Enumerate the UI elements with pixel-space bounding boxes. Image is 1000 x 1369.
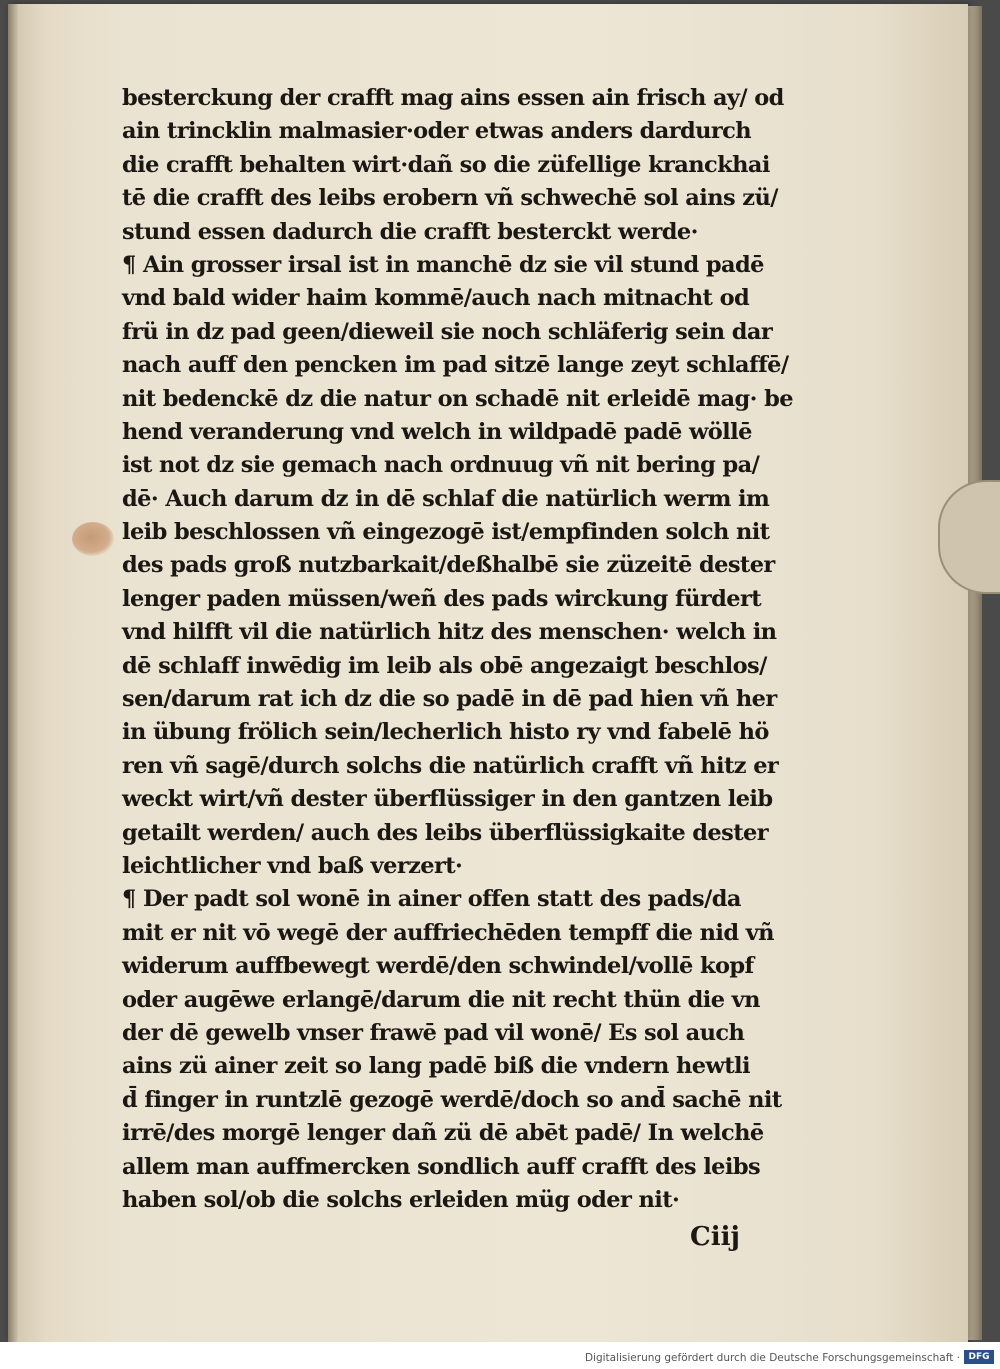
text-line: allem man auffmercken sondlich auff crafft des leibs	[122, 1153, 761, 1180]
dfg-logo: DFG	[964, 1350, 994, 1364]
text-line: in übung frölich sein/lecherlich histo ry vnd fabelē hö	[122, 719, 769, 746]
text-line: oder augēwe erlangē/darum die nit recht thün die vn	[122, 986, 760, 1013]
text-line: ains zü ainer zeit so lang padē biß die vndern hewtli	[122, 1053, 750, 1080]
text-line: tē die crafft des leibs erobern vñ schwechē sol ains zü/	[122, 185, 778, 212]
text-line: widerum auffbewegt werdē/den schwindel/vollē kopf	[122, 953, 754, 980]
footer-credit: Digitalisierung gefördert durch die Deutsche Forschungsgemeinschaft ·	[584, 1352, 960, 1364]
text-line: getailt werden/ auch des leibs überflüssigkaite dester	[122, 819, 768, 846]
page-gutter	[8, 4, 18, 1342]
page-text	[122, 82, 822, 1217]
text-line: frü in dz pad geen/dieweil sie noch schläferig sein dar	[122, 318, 773, 345]
text-line: leib beschlossen vñ eingezogē ist/empfinden solch nit	[122, 519, 770, 546]
signature-mark: Ciij	[690, 1222, 740, 1252]
text-line: der dē gewelb vnser frawē pad vil wonē/ Es sol auch	[122, 1019, 745, 1046]
text-line: nit bedenckē dz die natur on schadē nit erleidē mag· be	[122, 385, 793, 412]
text-line: stund essen dadurch die crafft besterckt werde·	[122, 218, 698, 245]
text-line: mit er nit vō wegē der auffriechēden tempff die nid vñ	[122, 919, 774, 946]
text-line: nach auff den pencken im pad sitzē lange zeyt schlaffē/	[122, 352, 789, 379]
text-line: des pads groß nutzbarkait/deßhalbē sie züzeitē dester	[122, 552, 775, 579]
text-line: lenger paden müssen/weñ des pads wirckung fürdert	[122, 585, 761, 612]
text-line: d̄ finger in runtzlē gezogē werdē/doch so and̄ sachē nit	[122, 1086, 782, 1113]
text-line: weckt wirt/vñ dester überflüssiger in den gantzen leib	[122, 786, 773, 813]
text-line: besterckung der crafft mag ains essen ain frisch ay/ od	[122, 85, 784, 111]
text-line: vnd hilfft vil die natürlich hitz des menschen· welch in	[122, 619, 777, 646]
text-line: dē schlaff inwēdig im leib als obē angezaigt beschlos/	[122, 652, 767, 679]
text-line: leichtlicher vnd baß verzert·	[122, 852, 463, 879]
text-line: sen/darum rat ich dz die so padē in dē pad hien vñ her	[122, 686, 777, 713]
text-line: ain trincklin malmasier·oder etwas anders dardurch	[122, 118, 751, 145]
text-line: irrē/des morgē lenger dañ zü dē abēt padē/ In welchē	[122, 1120, 764, 1147]
text-line: ¶ Ain grosser irsal ist in manchē dz sie vil stund padē	[122, 251, 764, 278]
text-line: die crafft behalten wirt·dañ so die züfellige kranckhai	[122, 151, 770, 178]
page-edge	[968, 6, 982, 1340]
text-line: haben sol/ob die solchs erleiden müg oder nit·	[122, 1186, 680, 1213]
text-line: hend veranderung vnd welch in wildpadē padē wöllē	[122, 418, 752, 445]
text-line: vnd bald wider haim kommē/auch nach mitnacht od	[122, 285, 750, 312]
text-line: ren vñ sagē/durch solchs die natürlich crafft vñ hitz er	[122, 752, 779, 779]
text-line: ¶ Der padt sol wonē in ainer offen statt des pads/da	[122, 886, 741, 913]
paper-stain	[72, 522, 114, 556]
text-line: dē· Auch darum dz in dē schlaf die natürlich werm im	[122, 485, 770, 512]
text-line: ist not dz sie gemach nach ordnuug vñ nit bering pa/	[122, 452, 760, 479]
